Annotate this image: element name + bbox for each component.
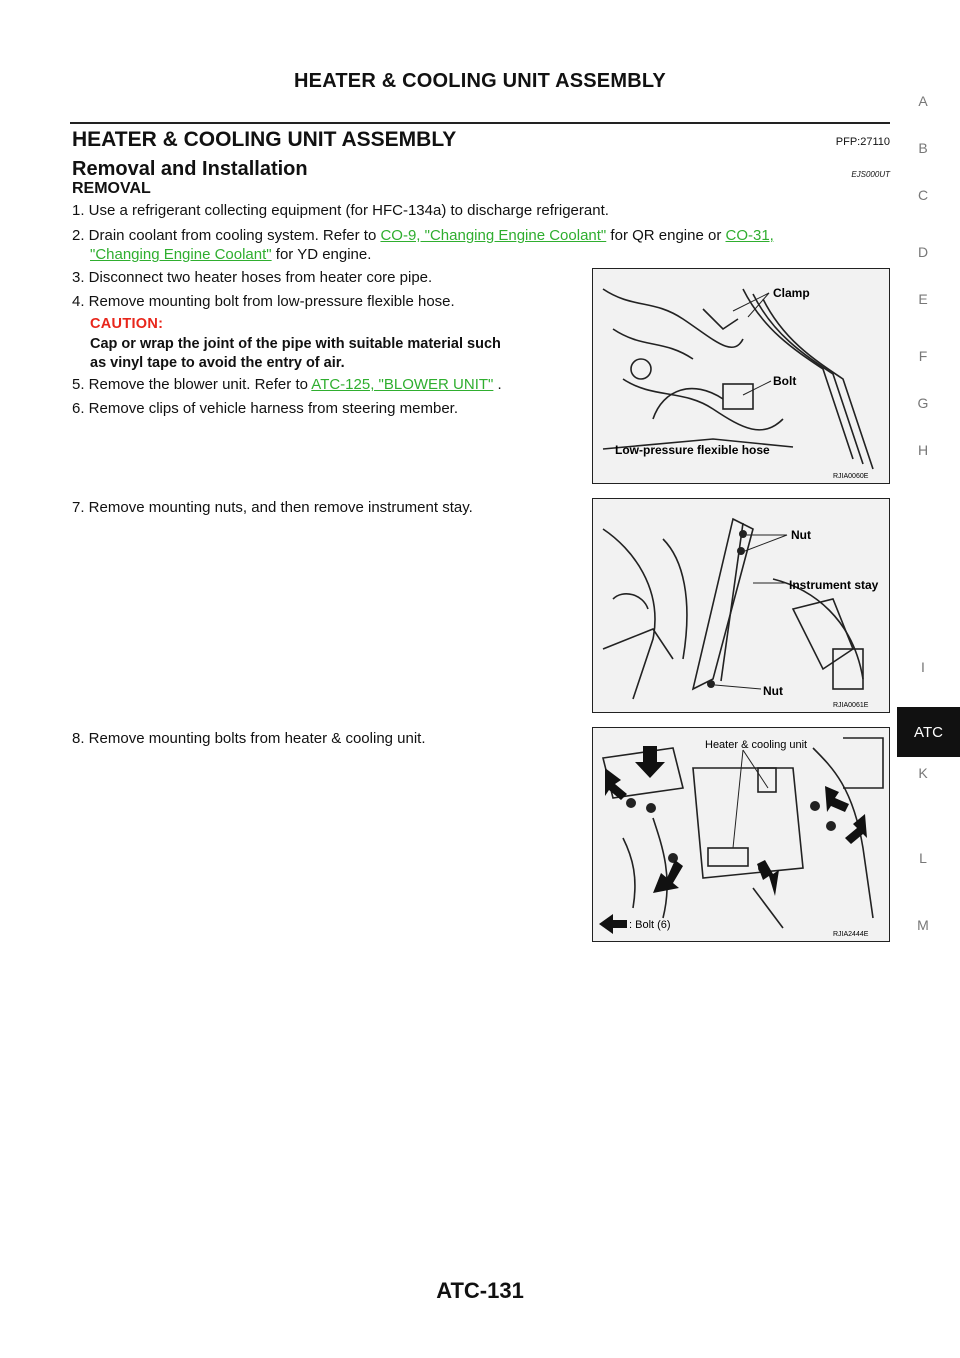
label-instrument-stay: Instrument stay: [789, 578, 879, 592]
step-5: [72, 375, 572, 394]
subsection-title: Removal and Installation: [72, 158, 308, 180]
label-clamp: Clamp: [773, 286, 810, 300]
step-2: [72, 226, 892, 264]
link-co-31-title[interactable]: "Changing Engine Coolant": [90, 246, 272, 263]
side-tab-b[interactable]: B: [918, 140, 928, 156]
figure-heater-cooling-unit: [592, 727, 890, 942]
figure-3-code: RJIA2444E: [833, 931, 869, 938]
side-tab-h[interactable]: H: [917, 442, 929, 458]
caution-heading: CAUTION:: [90, 316, 164, 332]
step-5-text: 5. Remove the blower unit. Refer to: [72, 376, 312, 393]
label-nut-bottom: Nut: [763, 684, 783, 698]
step-8: 8. Remove mounting bolts from heater & cooling unit.: [72, 730, 426, 747]
side-tab-f[interactable]: F: [918, 348, 928, 364]
step-1: 1. Use a refrigerant collecting equipment (for HFC-134a) to discharge refrigerant.: [72, 202, 609, 219]
side-tab-c[interactable]: C: [917, 187, 929, 203]
link-atc-125[interactable]: ATC-125, "BLOWER UNIT": [311, 376, 494, 393]
side-tab-l[interactable]: L: [919, 850, 927, 866]
side-tab-d[interactable]: D: [917, 244, 929, 260]
caution-line-1: Cap or wrap the joint of the pipe with suitable material such: [90, 336, 501, 352]
step-2-post: for YD engine.: [271, 246, 372, 263]
side-tab-atc[interactable]: ATC: [897, 707, 960, 757]
header-rule: [70, 122, 890, 124]
nut-top-marker-1: [739, 530, 747, 538]
label-heater-cooling-unit: Heater & cooling unit: [705, 739, 808, 751]
link-co-31[interactable]: CO-31,: [725, 227, 774, 244]
side-tab-k[interactable]: K: [918, 765, 928, 781]
figure-1-code: RJIA0060E: [833, 473, 869, 480]
caution-line-2: as vinyl tape to avoid the entry of air.: [90, 355, 345, 371]
step-3: 3. Disconnect two heater hoses from heater core pipe.: [72, 269, 433, 286]
nut-top-marker-2: [737, 547, 745, 555]
figure-2-code: RJIA0061E: [833, 702, 869, 709]
label-nut-top: Nut: [791, 528, 811, 542]
removal-heading: REMOVAL: [72, 180, 151, 197]
link-co-9[interactable]: CO-9, "Changing Engine Coolant": [380, 227, 607, 244]
step-7: 7. Remove mounting nuts, and then remove instrument stay.: [72, 499, 473, 516]
step-2-text: 2. Drain coolant from cooling system. Refer to: [72, 227, 381, 244]
figure-1-drawing: [593, 269, 889, 483]
label-low-pressure-hose: Low-pressure flexible hose: [615, 443, 770, 457]
subsection-code: EJS000UT: [851, 170, 890, 179]
page-number: ATC-131: [436, 1278, 524, 1303]
bolt-marker-5: [826, 821, 836, 831]
step-6: 6. Remove clips of vehicle harness from steering member.: [72, 400, 458, 417]
nut-bottom-marker: [707, 680, 715, 688]
side-tab-g[interactable]: G: [917, 395, 929, 411]
part-number: PFP:27110: [835, 136, 890, 148]
step-2-mid: for QR engine or: [606, 227, 726, 244]
label-bolt-legend: : Bolt (6): [629, 919, 671, 931]
bolt-marker-4: [810, 801, 820, 811]
side-tab-m[interactable]: M: [917, 917, 929, 933]
step-4: 4. Remove mounting bolt from low-pressure flexible hose.: [72, 293, 455, 310]
side-tab-a[interactable]: A: [918, 93, 928, 109]
bolt-marker-1: [646, 803, 656, 813]
section-title: HEATER & COOLING UNIT ASSEMBLY: [72, 128, 457, 151]
figure-low-pressure-hose: [592, 268, 890, 484]
bolt-marker-6: [626, 798, 636, 808]
side-tab-e[interactable]: E: [918, 291, 928, 307]
side-tab-i[interactable]: I: [921, 659, 925, 675]
caution-text: [90, 335, 590, 373]
figure-instrument-stay: [592, 498, 890, 713]
figure-2-drawing: [593, 499, 889, 712]
label-bolt: Bolt: [773, 374, 797, 388]
figure-3-drawing: [593, 728, 889, 941]
step-5-post: .: [493, 376, 502, 393]
running-header: HEATER & COOLING UNIT ASSEMBLY: [294, 70, 666, 92]
